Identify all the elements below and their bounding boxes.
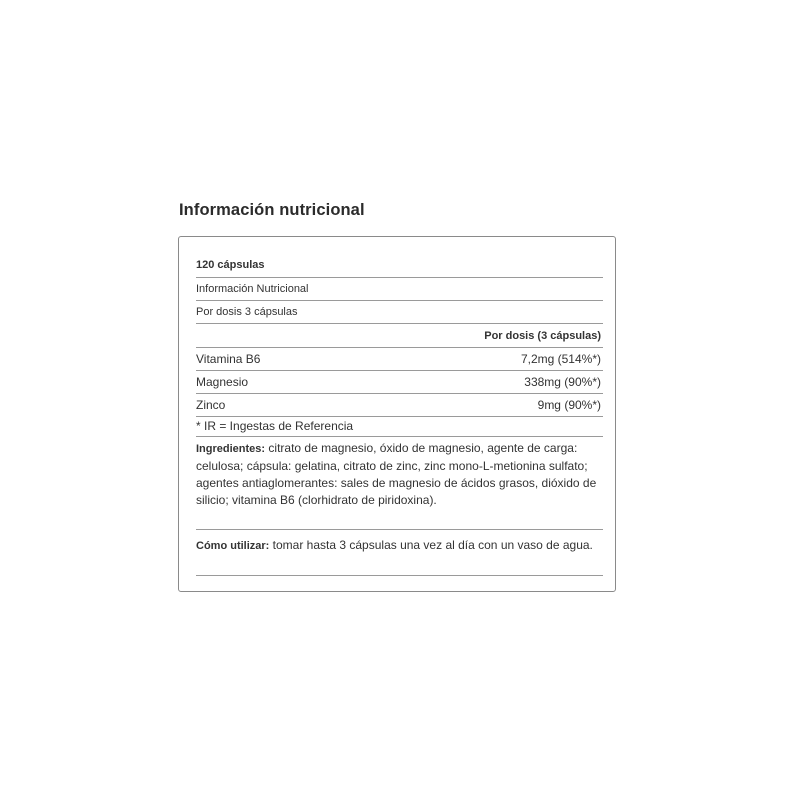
nutrition-panel (178, 236, 616, 592)
nutrient-row-vitamin-b6 (196, 348, 603, 371)
nutrient-amount: 338mg (90%*) (524, 375, 601, 389)
nutrient-amount: 7,2mg (514%*) (520, 352, 601, 366)
nutrient-row-magnesium (196, 371, 603, 394)
nutrient-row-zinc (196, 394, 603, 417)
page-title: Información nutricional (179, 201, 365, 219)
nutrition-table (196, 253, 603, 576)
nutrient-name: Vitamina B6 (196, 352, 261, 366)
dose-row: Por dosis 3 cápsulas (196, 301, 603, 324)
usage-label: Cómo utilizar: (196, 540, 270, 552)
ingredients-label: Ingredientes: (196, 443, 266, 455)
capsule-count-row: 120 cápsulas (196, 253, 603, 278)
nutrient-amount: 9mg (90%*) (537, 398, 601, 412)
nutrient-name: Magnesio (196, 375, 249, 389)
usage-section (196, 530, 603, 576)
column-header: Por dosis (3 cápsulas) (196, 324, 603, 348)
ingredients-text: citrato de magnesio, óxido de magnesio, agente de carga: celulosa; cápsula: gelatina, citrato de zinc, zinc mono-L-metionina sulfato; agentes antiaglomerantes: sales de magnesio de ácidos grasos, dióxido de silicio; vitamina B6 (clorhidrato de piridoxina). (196, 441, 597, 507)
nutrition-info-row: Información Nutricional (196, 278, 603, 301)
usage-text: tomar hasta 3 cápsulas una vez al día con un vaso de agua. (269, 538, 593, 552)
reference-intake-note: * IR = Ingestas de Referencia (196, 417, 603, 437)
ingredients-section (196, 437, 603, 530)
nutrient-name: Zinco (196, 398, 226, 412)
